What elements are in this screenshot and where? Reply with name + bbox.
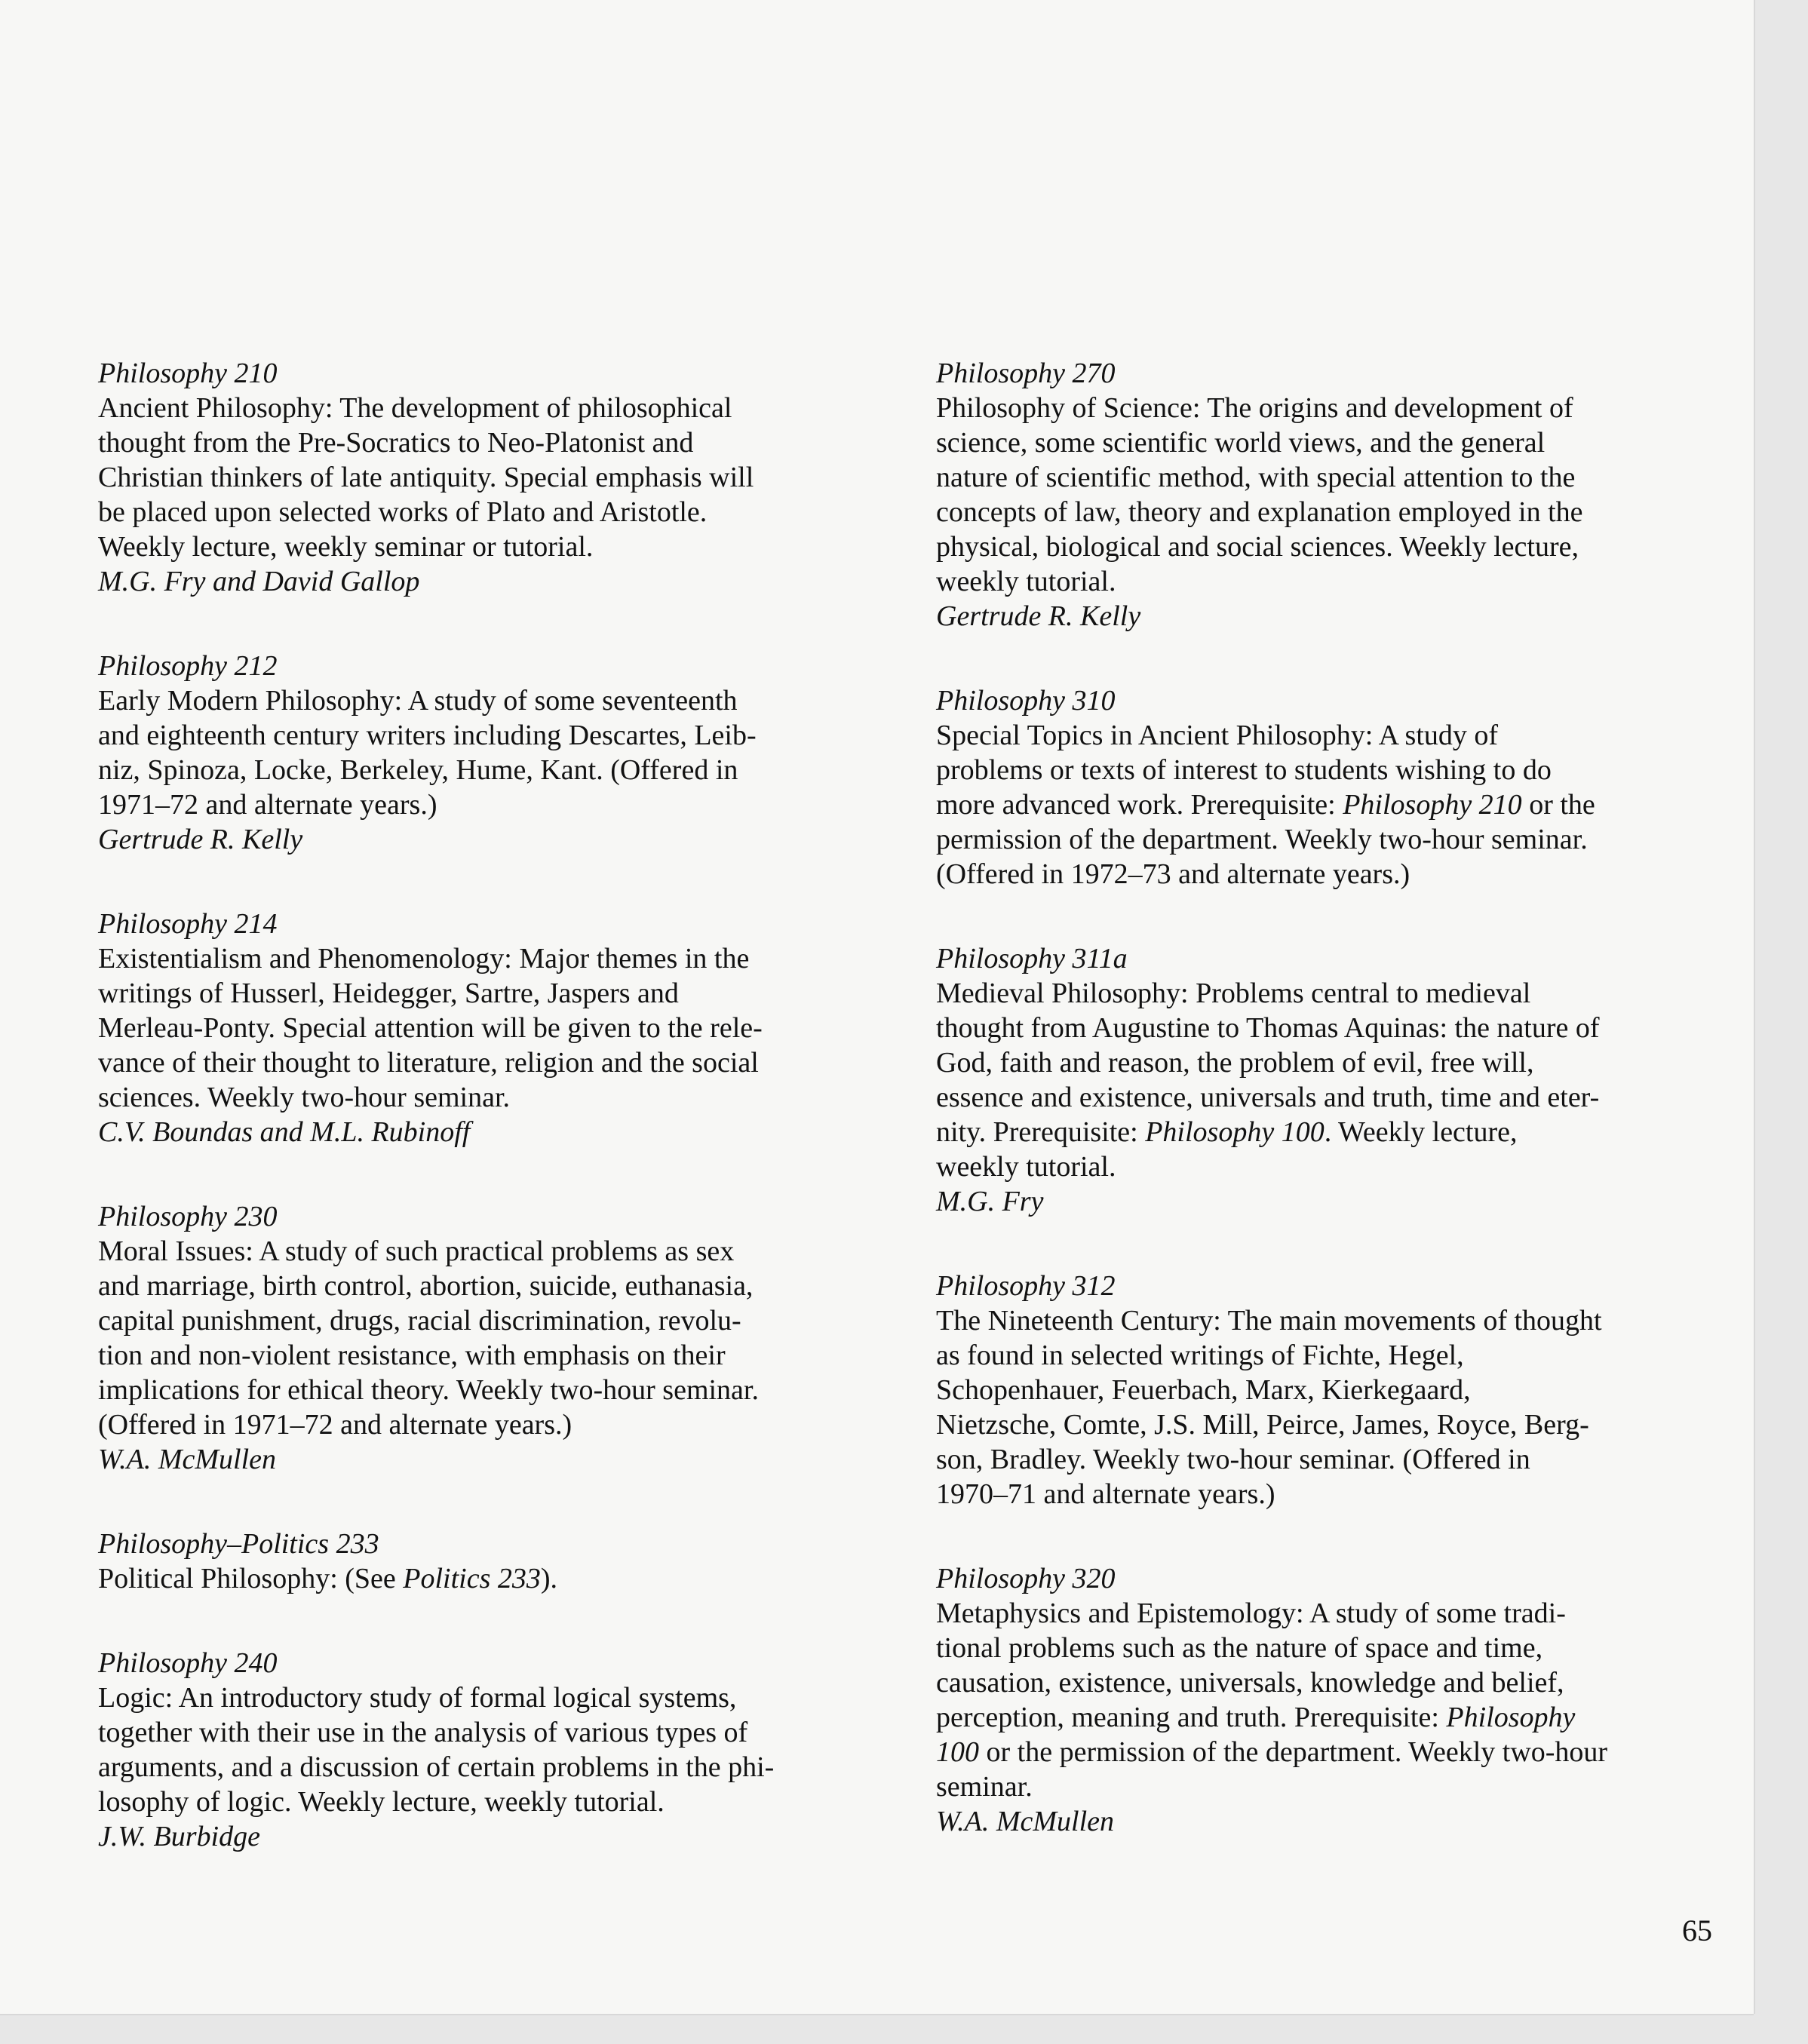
description-text: physical, biological and social sciences. Weekly lecture,: [936, 531, 1579, 563]
course-title: Philosophy–Politics 233: [98, 1528, 379, 1560]
course-description-line: [936, 1735, 1732, 1769]
course-description-line: [98, 941, 883, 976]
course-description-line: [98, 460, 883, 495]
course-title: Philosophy 312: [936, 1270, 1116, 1302]
description-text: weekly tutorial.: [936, 1151, 1116, 1183]
course-description-line: [98, 718, 883, 753]
course-description-line: [98, 753, 883, 787]
italic-reference: Politics 233: [403, 1563, 541, 1594]
description-text: Merleau-Ponty. Special attention will be given to the rele-: [98, 1012, 763, 1044]
course-description-line: [98, 1407, 883, 1442]
course-description-line: [98, 1303, 883, 1338]
course-instructor: W.A. McMullen: [98, 1444, 277, 1475]
course-entry: [98, 907, 883, 1149]
course-description-line: [936, 718, 1732, 753]
course-description-line: [98, 1269, 883, 1303]
description-text: and eighteenth century writers including Descartes, Leib-: [98, 720, 757, 751]
description-text: thought from the Pre-Socratics to Neo-Platonist and: [98, 427, 694, 459]
course-description-line: [98, 1373, 883, 1407]
course-description-line: [98, 1011, 883, 1045]
course-description-line: [98, 1715, 883, 1750]
course-title: Philosophy 240: [98, 1647, 278, 1679]
course-title: Philosophy 214: [98, 908, 278, 940]
description-text: sciences. Weekly two-hour seminar.: [98, 1082, 511, 1113]
description-text: nature of scientific method, with special attention to the: [936, 462, 1576, 493]
description-text: capital punishment, drugs, racial discrimination, revolu-: [98, 1305, 741, 1337]
course-description-line: [936, 1303, 1732, 1338]
description-text: Existentialism and Phenomenology: Major themes in the: [98, 943, 750, 974]
course-description-line: [936, 564, 1732, 599]
course-description-line: [98, 529, 883, 564]
description-text: son, Bradley. Weekly two-hour seminar. (Offered in: [936, 1444, 1530, 1475]
italic-reference: Philosophy 210: [1343, 789, 1522, 821]
course-description-line: [936, 391, 1732, 425]
description-text: 1971–72 and alternate years.): [98, 789, 437, 821]
description-text: The Nineteenth Century: The main movements of thought: [936, 1305, 1602, 1337]
course-title: Philosophy 320: [936, 1563, 1116, 1594]
description-text: or the permission of the department. Weekly two-hour: [979, 1736, 1608, 1768]
course-entry: [98, 356, 883, 599]
course-description-line: [936, 529, 1732, 564]
description-text: tional problems such as the nature of space and time,: [936, 1632, 1543, 1664]
course-instructor: C.V. Boundas and M.L. Rubinoff: [98, 1116, 471, 1148]
course-description-line: [98, 976, 883, 1011]
description-text: implications for ethical theory. Weekly two-hour seminar.: [98, 1374, 759, 1406]
course-title: Philosophy 311a: [936, 943, 1128, 974]
description-text: Nietzsche, Comte, J.S. Mill, Peirce, James, Royce, Berg-: [936, 1409, 1589, 1441]
page-number: 65: [1682, 1914, 1712, 1947]
course-description-line: [98, 1680, 883, 1715]
course-entry: [936, 356, 1732, 634]
course-description-line: [98, 495, 883, 529]
course-entry: [936, 1269, 1732, 1512]
description-text: or the: [1521, 789, 1595, 821]
course-description-line: [936, 1407, 1732, 1442]
course-description-line: [936, 1596, 1732, 1631]
course-description-line: [98, 1080, 883, 1115]
course-description-line: [936, 857, 1732, 892]
course-description-line: [98, 787, 883, 822]
description-text: writings of Husserl, Heidegger, Sartre, Jaspers and: [98, 977, 679, 1009]
course-description-line: [936, 1665, 1732, 1700]
description-text: Special Topics in Ancient Philosophy: A study of: [936, 720, 1499, 751]
course-entry: [98, 1527, 883, 1596]
description-text: (Offered in 1972–73 and alternate years.): [936, 858, 1410, 890]
course-instructor: M.G. Fry and David Gallop: [98, 566, 420, 597]
italic-reference: Philosophy: [1446, 1702, 1576, 1733]
course-description-line: [936, 1115, 1732, 1149]
description-text: as found in selected writings of Fichte, Hegel,: [936, 1340, 1464, 1371]
course-title: Philosophy 270: [936, 358, 1116, 389]
course-instructor: W.A. McMullen: [936, 1806, 1115, 1837]
description-text: perception, meaning and truth. Prerequisite:: [936, 1702, 1447, 1733]
course-entry: [936, 683, 1732, 892]
description-text: Political Philosophy: (See: [98, 1563, 404, 1594]
description-text: permission of the department. Weekly two-hour seminar.: [936, 824, 1588, 855]
description-text: Christian thinkers of late antiquity. Special emphasis will: [98, 462, 754, 493]
description-text: vance of their thought to literature, religion and the social: [98, 1047, 759, 1079]
course-description-line: [936, 1373, 1732, 1407]
course-description-line: [98, 391, 883, 425]
course-description-line: [98, 1045, 883, 1080]
description-text: losophy of logic. Weekly lecture, weekly tutorial.: [98, 1786, 665, 1818]
course-description-line: [936, 1631, 1732, 1665]
description-text: Schopenhauer, Feuerbach, Marx, Kierkegaard,: [936, 1374, 1471, 1406]
description-text: tion and non-violent resistance, with emphasis on their: [98, 1340, 726, 1371]
course-entry: [98, 1646, 883, 1854]
description-text: . Weekly lecture,: [1324, 1116, 1518, 1148]
course-description-line: [936, 1149, 1732, 1184]
course-title: Philosophy 230: [98, 1201, 278, 1232]
course-description-line: [936, 1442, 1732, 1477]
course-description-line: [936, 1700, 1732, 1735]
course-description-line: [936, 1011, 1732, 1045]
description-text: Philosophy of Science: The origins and development of: [936, 392, 1573, 424]
description-text: Weekly lecture, weekly seminar or tutorial.: [98, 531, 594, 563]
course-description-line: [98, 1561, 883, 1596]
course-description-line: [98, 1338, 883, 1373]
description-text: and marriage, birth control, abortion, suicide, euthanasia,: [98, 1270, 754, 1302]
course-entry: [98, 1199, 883, 1477]
course-description-line: [936, 1080, 1732, 1115]
course-title: Philosophy 210: [98, 358, 278, 389]
course-description-line: [936, 753, 1732, 787]
description-text: niz, Spinoza, Locke, Berkeley, Hume, Kant. (Offered in: [98, 754, 738, 786]
description-text: concepts of law, theory and explanation employed in the: [936, 496, 1583, 528]
italic-reference: Philosophy 100: [1145, 1116, 1325, 1148]
course-description-line: [936, 1045, 1732, 1080]
description-text: science, some scientific world views, and the general: [936, 427, 1546, 459]
description-text: God, faith and reason, the problem of evil, free will,: [936, 1047, 1534, 1079]
description-text: thought from Augustine to Thomas Aquinas: the nature of: [936, 1012, 1600, 1044]
description-text: Moral Issues: A study of such practical problems as sex: [98, 1235, 735, 1267]
description-text: Ancient Philosophy: The development of philosophical: [98, 392, 732, 424]
description-text: arguments, and a discussion of certain problems in the phi-: [98, 1751, 775, 1783]
course-entry: [936, 941, 1732, 1219]
description-text: ).: [540, 1563, 558, 1594]
description-text: Medieval Philosophy: Problems central to medieval: [936, 977, 1531, 1009]
left-column: [98, 356, 883, 1904]
description-text: 1970–71 and alternate years.): [936, 1478, 1275, 1510]
description-text: problems or texts of interest to students wishing to do: [936, 754, 1552, 786]
description-text: together with their use in the analysis of various types of: [98, 1717, 748, 1748]
course-description-line: [936, 787, 1732, 822]
course-description-line: [98, 1750, 883, 1785]
italic-reference: 100: [936, 1736, 979, 1768]
course-description-line: [936, 460, 1732, 495]
description-text: nity. Prerequisite:: [936, 1116, 1146, 1148]
course-title: Philosophy 212: [98, 650, 278, 682]
description-text: weekly tutorial.: [936, 566, 1116, 597]
course-instructor: M.G. Fry: [936, 1186, 1044, 1217]
course-description-line: [98, 425, 883, 460]
course-entry: [936, 1561, 1732, 1839]
course-description-line: [936, 425, 1732, 460]
course-entry: [98, 649, 883, 857]
description-text: (Offered in 1971–72 and alternate years.): [98, 1409, 572, 1441]
description-text: be placed upon selected works of Plato and Aristotle.: [98, 496, 708, 528]
course-description-line: [936, 976, 1732, 1011]
description-text: Metaphysics and Epistemology: A study of some tradi-: [936, 1597, 1566, 1629]
course-description-line: [98, 683, 883, 718]
course-description-line: [98, 1234, 883, 1269]
course-description-line: [936, 1769, 1732, 1804]
course-description-line: [936, 1477, 1732, 1512]
description-text: causation, existence, universals, knowledge and belief,: [936, 1667, 1564, 1699]
course-description-line: [936, 822, 1732, 857]
description-text: Early Modern Philosophy: A study of some seventeenth: [98, 685, 738, 717]
description-text: seminar.: [936, 1771, 1033, 1803]
description-text: more advanced work. Prerequisite:: [936, 789, 1343, 821]
description-text: essence and existence, universals and truth, time and eter-: [936, 1082, 1600, 1113]
course-description-line: [936, 1338, 1732, 1373]
course-description-line: [98, 1785, 883, 1819]
course-instructor: J.W. Burbidge: [98, 1821, 260, 1852]
course-title: Philosophy 310: [936, 685, 1116, 717]
course-instructor: Gertrude R. Kelly: [936, 600, 1141, 632]
description-text: Logic: An introductory study of formal logical systems,: [98, 1682, 737, 1714]
course-description-line: [936, 495, 1732, 529]
course-instructor: Gertrude R. Kelly: [98, 824, 303, 855]
right-column: [936, 356, 1732, 1889]
